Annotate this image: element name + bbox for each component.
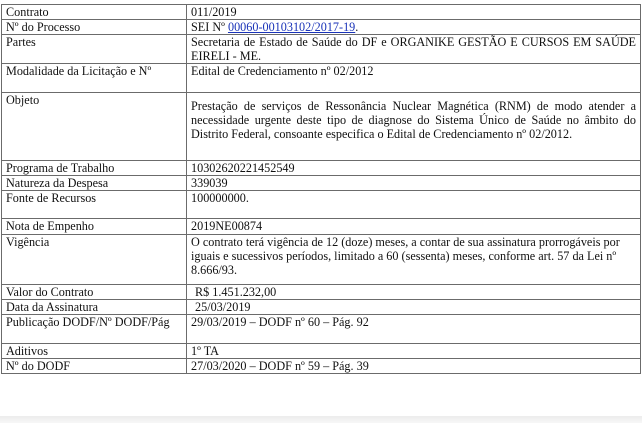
table-row	[2, 93, 641, 161]
row-value-processo	[187, 20, 641, 35]
table-row	[2, 191, 641, 219]
row-label-partes: Partes	[2, 35, 187, 64]
table-row	[2, 5, 641, 20]
row-value-vigencia: O contrato terá vigência de 12 (doze) meses, a contar de sua assinatura prorrogáveis por iguais e sucessivos períodos, limitado a 60 (sessenta) meses, conforme art. 57 da Lei nº 8.666/93.	[187, 235, 641, 285]
processo-suffix: .	[355, 20, 359, 34]
row-label-empenho: Nota de Empenho	[2, 219, 187, 235]
row-value-partes: Secretaria de Estado de Saúde do DF e ORGANIKE GESTÃO E CURSOS EM SAÚDE EIRELI - ME.	[187, 35, 641, 64]
row-label-modalidade: Modalidade da Licitação e Nº	[2, 64, 187, 93]
table-row	[2, 235, 641, 285]
contract-table	[1, 4, 641, 374]
row-label-dodf: Nº do DODF	[2, 359, 187, 374]
row-value-contrato: 011/2019	[187, 5, 641, 20]
row-label-aditivos: Aditivos	[2, 344, 187, 359]
row-label-fonte: Fonte de Recursos	[2, 191, 187, 219]
row-value-natureza: 339039	[187, 176, 641, 191]
row-label-processo: Nº do Processo	[2, 20, 187, 35]
table-row	[2, 300, 641, 315]
valor-label-text: Valor do Contrato	[6, 285, 94, 299]
row-value-aditivos: 1º TA	[187, 344, 641, 359]
row-label-assinatura: Data da Assinatura	[2, 300, 187, 315]
table-row	[2, 285, 641, 300]
row-value-fonte: 100000000.	[187, 191, 641, 219]
row-value-modalidade: Edital de Credenciamento nº 02/2012	[187, 64, 641, 93]
row-value-dodf: 27/03/2020 – DODF nº 59 – Pág. 39	[187, 359, 641, 374]
table-row	[2, 344, 641, 359]
row-label-natureza: Natureza da Despesa	[2, 176, 187, 191]
table-row	[2, 359, 641, 374]
table-row	[2, 219, 641, 235]
table-row	[2, 176, 641, 191]
row-value-valor: R$ 1.451.232,00	[187, 285, 641, 300]
table-row	[2, 64, 641, 93]
table-row	[2, 35, 641, 64]
row-value-programa: 10302620221452549	[187, 161, 641, 176]
row-value-publicacao: 29/03/2019 – DODF nº 60 – Pág. 92	[187, 315, 641, 344]
processo-link[interactable]: 00060-00103102/2017-19	[227, 20, 356, 34]
row-label-programa: Programa de Trabalho	[2, 161, 187, 176]
row-label-vigencia: Vigência	[2, 235, 187, 285]
page-bottom-shadow	[0, 416, 642, 423]
table-row	[2, 20, 641, 35]
row-label-objeto: Objeto	[2, 93, 187, 161]
row-label-valor	[2, 285, 187, 300]
row-label-publicacao: Publicação DODF/Nº DODF/Pág	[2, 315, 187, 344]
table-row	[2, 161, 641, 176]
row-value-empenho: 2019NE00874	[187, 219, 641, 235]
processo-prefix: SEI Nº	[191, 20, 228, 34]
table-row	[2, 315, 641, 344]
row-value-objeto: Prestação de serviços de Ressonância Nuclear Magnética (RNM) de modo atender a necessidade urgente deste tipo de diagnose do Sistema Único de Saúde no âmbito do Distrito Federal, consoante especifica o Edital de Credenciamento nº 02/2012.	[187, 93, 641, 161]
row-value-assinatura: 25/03/2019	[187, 300, 641, 315]
row-label-contrato: Contrato	[2, 5, 187, 20]
